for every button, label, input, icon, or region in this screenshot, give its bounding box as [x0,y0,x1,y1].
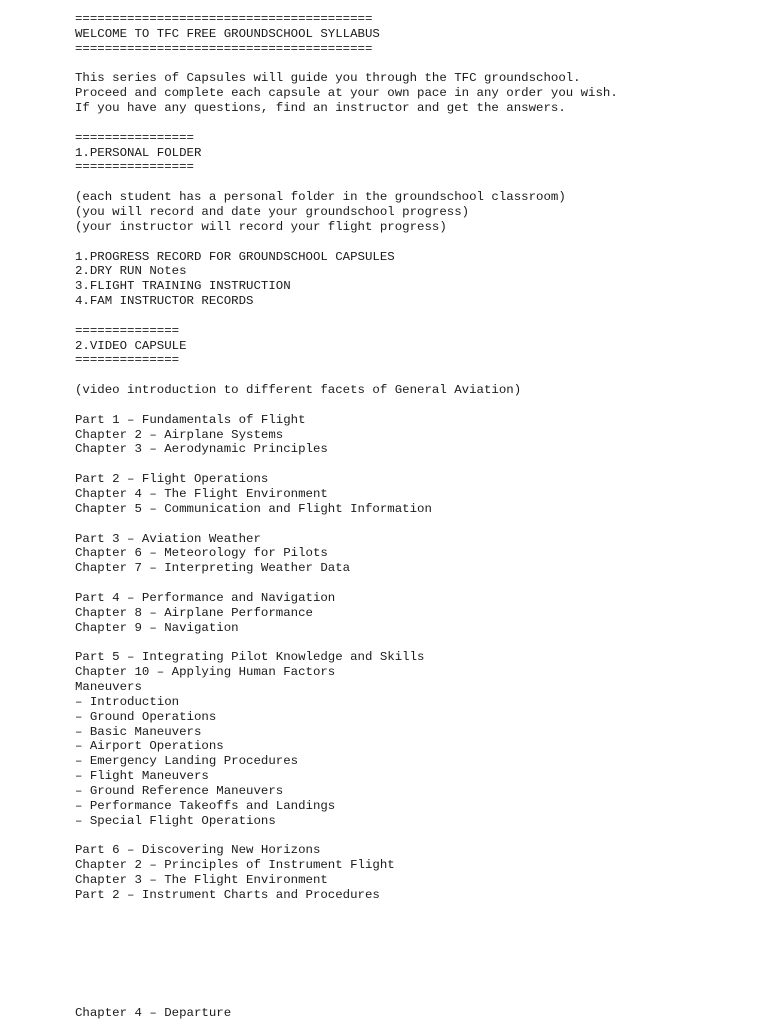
section1-title: 1.PERSONAL FOLDER [75,145,202,160]
section2-title: 2.VIDEO CAPSULE [75,338,187,353]
spacer [75,116,755,131]
spacer [75,398,755,413]
spacer [75,517,755,532]
part3-chapter: Chapter 6 – Meteorology for Pilots [75,546,328,561]
spacer [75,576,755,591]
intro-line: Proceed and complete each capsule at your own pace in any order you wish. [75,86,618,101]
header-rule-bottom: ======================================== [75,41,373,56]
section1-note: (each student has a personal folder in the groundschool classroom) [75,190,566,205]
part2-chapter: Chapter 5 – Communication and Flight Information [75,501,432,516]
section1-rule-top: ================ [75,130,194,145]
part5-maneuver-item: – Basic Maneuvers [75,724,202,739]
part1-heading: Part 1 – Fundamentals of Flight [75,412,306,427]
part6-heading: Part 6 – Discovering New Horizons [75,843,321,858]
spacer [75,309,755,324]
intro-line: If you have any questions, find an instructor and get the answers. [75,101,566,116]
part1-chapter: Chapter 3 – Aerodynamic Principles [75,442,328,457]
part1-chapter: Chapter 2 – Airplane Systems [75,427,284,442]
part6-subpart: Part 2 – Instrument Charts and Procedures [75,887,380,902]
spacer [75,635,755,650]
spacer [75,368,755,383]
section2-note: (video introduction to different facets of General Aviation) [75,383,522,398]
part3-heading: Part 3 – Aviation Weather [75,531,261,546]
section1-item: 1.PROGRESS RECORD FOR GROUNDSCHOOL CAPSULES [75,249,395,264]
part5-maneuver-item: – Ground Operations [75,709,217,724]
section1-note: (your instructor will record your flight progress) [75,219,447,234]
spacer [75,235,755,250]
part5-maneuver-item: – Ground Reference Maneuvers [75,783,284,798]
section1-rule-bottom: ================ [75,160,194,175]
section1-note: (you will record and date your groundschool progress) [75,204,470,219]
part5-maneuver-item: – Emergency Landing Procedures [75,754,299,769]
part5-heading: Part 5 – Integrating Pilot Knowledge and Skills [75,650,425,665]
spacer [75,57,755,72]
section2-rule-bottom: ============== [75,353,180,368]
part5-chapter: Chapter 10 – Applying Human Factors [75,665,336,680]
intro-line: This series of Capsules will guide you through the TFC groundschool. [75,71,581,86]
spacer [75,828,755,843]
part2-heading: Part 2 – Flight Operations [75,472,269,487]
syllabus-document [75,12,755,903]
part5-maneuver-item: – Performance Takeoffs and Landings [75,798,336,813]
section2-rule-top: ============== [75,323,180,338]
spacer [75,175,755,190]
spacer [75,457,755,472]
part5-maneuvers-heading: Maneuvers [75,679,142,694]
header-rule-top: ======================================== [75,12,373,26]
part5-maneuver-item: – Flight Maneuvers [75,769,209,784]
part6-chapter: Chapter 3 – The Flight Environment [75,872,328,887]
document-title: WELCOME TO TFC FREE GROUNDSCHOOL SYLLABUS [75,26,380,41]
footer-chapter-line: Chapter 4 – Departure [75,1006,232,1020]
section1-item: 4.FAM INSTRUCTOR RECORDS [75,294,254,309]
part4-chapter: Chapter 8 – Airplane Performance [75,605,313,620]
section1-item: 3.FLIGHT TRAINING INSTRUCTION [75,279,291,294]
section1-item: 2.DRY RUN Notes [75,264,187,279]
part5-maneuver-item: – Airport Operations [75,739,224,754]
part6-chapter: Chapter 2 – Principles of Instrument Flight [75,858,395,873]
part5-maneuver-item: – Introduction [75,694,180,709]
part5-maneuver-item: – Special Flight Operations [75,813,276,828]
part3-chapter: Chapter 7 – Interpreting Weather Data [75,561,351,576]
part4-chapter: Chapter 9 – Navigation [75,620,239,635]
part2-chapter: Chapter 4 – The Flight Environment [75,487,328,501]
part4-heading: Part 4 – Performance and Navigation [75,590,336,605]
